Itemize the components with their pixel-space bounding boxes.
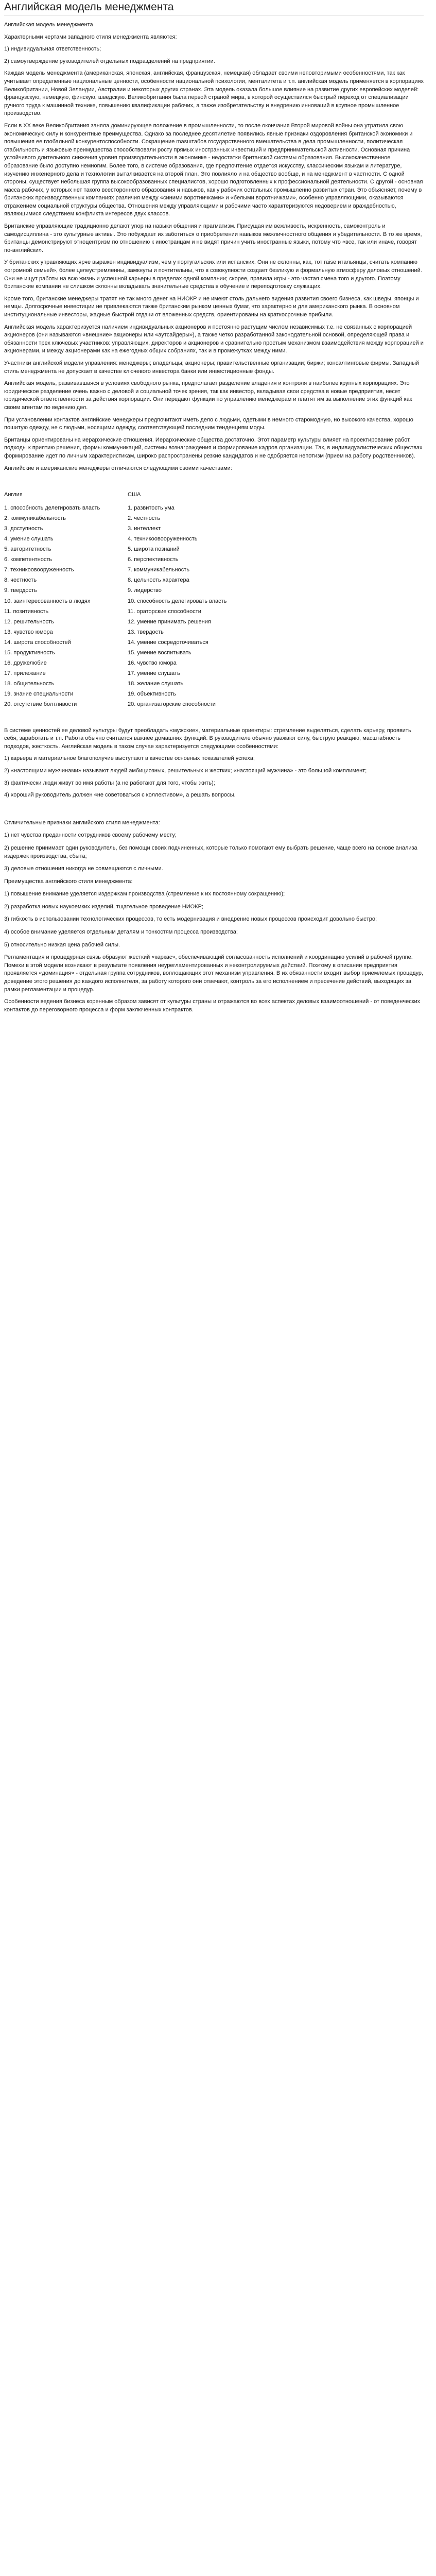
closing-section [4, 954, 424, 1014]
trait-item: 2) самоутверждение руководителей отдельных подразделений на предприятии. [4, 58, 215, 64]
list-item: 5) относительно низкая цена рабочей силы. [4, 941, 120, 948]
usa-quality: 9. лидерство [128, 587, 162, 594]
spacer [4, 477, 424, 488]
body-paragraph: Английская модель характеризуется наличием индивидуальных акционеров и постоянно растущим числом независимых т.е. не связанных с корпорацией акционеров (они называются «внешние» акционеры или «аутсайдеры»), а также четко разработанной законодательной основой, определяющей права и обязанности трех ключевых участников: управляющих, директоров и акционеров и сравнительно простым механизмом взаимодействия между корпорацией и акционерами, и между акционерами как на ежегодных общих собраниях, так и в промежутках между ними. [4, 324, 424, 354]
comparison-row [4, 598, 424, 608]
comparison-row [4, 515, 424, 525]
england-quality: 8. честность [4, 577, 37, 584]
comparison-rows [4, 504, 424, 711]
usa-quality: 8. цельность характера [128, 577, 189, 584]
body-paragraph: Каждая модель менеджмента (американская, японская, английская, французская, немецкая) обладает своими неповторимыми особенностями, так как учитывает определенные национальные ценности, особенности национальной психологии, менталитета и т.п. английская модель применяется в корпорациях Великобритании, Новой Зеландии, Австралии и некоторых других странах. Эта модель оказала большое влияние на развитие других европейских моделей: французскую, немецкую, финскую, шведскую. Великобритания была первой страной мира, в которой осуществился быстрый переход от специализации ручного труда к машинной технике, повышению квалификации рабочих, а также изобретательству и внедрению инноваций в крупное промышленное производство. [4, 70, 424, 117]
body-paragraph: Регламентация и процедурная связь образуют жесткий «каркас», обеспечивающий согласованность исполнений и координацию усилий в рабочей группе. Помехи в этой модели возникают в результате появления неурегламентированных и неконтролируемых действий. Поэтому в описании предприятия проявляется «доминация» - отдельная группа сотрудников, воплощающих этот механизм управления. В их обязанности входит выбор приемлемых процедур, доведение этого решения до каждого исполнителя, за работу которого они отвечают, контроль за его исполнением и пресечение действий, выходящих за рамки регламентации и процедур. [4, 954, 424, 993]
list-item: 1) повышение внимание уделяется издержкам производства (стремление к их постоянному сокращению); [4, 891, 285, 897]
body-section-1 [4, 70, 424, 472]
comparison-row [4, 639, 424, 649]
comparison-row [4, 535, 424, 546]
england-quality: 19. знание специальности [4, 691, 74, 698]
comparison-row [4, 690, 424, 701]
usa-quality: 11. ораторские способности [128, 608, 201, 615]
intro-label: Характерными чертами западного стиля менеджмента являются: [4, 33, 177, 40]
list-item: 1) карьера и материальное благополучие выступают в качестве основных показателей успеха; [4, 755, 255, 762]
england-quality: 5. авторитетность [4, 546, 51, 553]
england-quality: 15. продуктивность [4, 650, 55, 656]
england-quality: 10. заинтересованность в людях [4, 598, 91, 604]
document-page [0, 0, 428, 1028]
england-quality: 12. решительность [4, 618, 54, 625]
england-quality: 6. компетентность [4, 556, 53, 563]
list-item: 3) фактически люди живут во имя работы (а не работают для того, чтобы жить); [4, 779, 215, 786]
spacer [4, 804, 424, 819]
comparison-header [4, 491, 424, 499]
comparison-row [4, 577, 424, 587]
body-paragraph: У британских управляющих ярче выражен индивидуализм, чем у португальских или испанских. Они не склонны, как, тот raise итальянцы, считать компанию «огромной семьей», более целеустремленны, замкнуты и почтительны, что в совокупности создает безликую и формальную атмосферу деловых отношений. Они не ищут работы на всю жизнь и успешной карьеры в пределах одной компании; скорее, правила игры - это частая смена того и другого. Поэтому британские компании не слишком склонны вкладывать значительные средства в обучение и переподготовку служащих. [4, 259, 422, 290]
usa-quality: 3. интеллект [128, 525, 161, 532]
list-item: 1) нет чувства преданности сотрудников своему рабочему месту; [4, 832, 177, 839]
comparison-row [4, 649, 424, 659]
comparison-row [4, 566, 424, 577]
england-quality: 11. позитивность [4, 608, 49, 615]
section-label: Отличительные признаки английского стиля менеджмента: [4, 819, 160, 826]
usa-quality: 15. умение воспитывать [128, 650, 191, 656]
body-paragraph: Английские и американские менеджеры отличаются следующими своими качествами: [4, 465, 232, 471]
body-paragraph: Кроме того, британские менеджеры тратят не так много денег на НИОКР и не имеют столь дальнего видения развития своего бизнеса, как шведы, японцы и немцы. Долгосрочные инвестиции не привлекаются также британским рынком ценных бумаг, что характерно и для американского рынка. В основном институциональные инвесторы, жадные быстрой отдачи от вложенных средств, ориентированы на краткосрочные прибыли. [4, 295, 419, 318]
usa-quality: 20. организаторские способности [128, 701, 216, 708]
list-item: 2) решение принимает один руководитель, без помощи своих подчиненных, которые только помогают ему выбрать решение, чаще всего на основе анализа издержек производства, сбыта; [4, 844, 417, 859]
body-section-2 [4, 727, 424, 800]
body-paragraph: Британские управляющие традиционно делают упор на навыки общения и прагматизм. Присущая им вежливость, искренность, самоконтроль и самодисциплина - это культурные активы. Это побуждает их заботиться о приобретении навыков межличностного общения и убедительности. В то же время, британцы демонстрируют этноцентризм по отношению к иностранцам и не видят причин учить иностранные языки, потому что «все, так или иначе, говорят по-английски». [4, 223, 422, 253]
page-title: Английская модель менеджмента [4, 1, 174, 13]
document-subtitle: Английская модель менеджмента [4, 22, 93, 28]
england-quality: 7. техникоовооруженность [4, 567, 74, 573]
usa-quality: 2. честность [128, 515, 161, 521]
usa-quality: 14. умение сосредоточиваться [128, 639, 208, 646]
trait-item: 1) индивидуальная ответственность; [4, 46, 101, 53]
england-quality: 13. чувство юмора [4, 629, 53, 635]
usa-quality: 5. широта познаний [128, 546, 180, 553]
advantages-section [4, 878, 424, 950]
body-paragraph: Британцы ориентированы на иерархические отношения. Иерархические общества достаточно. Этот параметр культуры влияет на проектирование работ, подходы к приятию решения, формы коммуникаций, системы вознаграждения и формирование кадров организации. Так, в индивидуалистических обществах формирование идет по личным характеристикам, широко распространены резкие кандидатов и не одобряется непотизм (прием на работу родственников). [4, 436, 423, 459]
comparison-header-england: Англия [4, 492, 23, 498]
comparison-row [4, 525, 424, 535]
list-item: 4) особое внимание уделяется отдельным деталям и тонкостям процесса производства; [4, 929, 238, 936]
section-label: Преимущества английского стиля менеджмента: [4, 878, 133, 885]
list-item: 3) гибкость в использовании технологических процессов, то есть модернизация и внедрение новых процессов происходит довольно быстро; [4, 916, 377, 923]
comparison-row [4, 504, 424, 515]
england-quality: 18. общительность [4, 681, 55, 687]
usa-quality: 6. перспективность [128, 556, 179, 563]
comparison-row [4, 608, 424, 618]
list-item: 3) деловые отношения никогда не совмещаются с личными. [4, 866, 163, 872]
england-quality: 9. твердость [4, 587, 37, 594]
comparison-row [4, 629, 424, 639]
comparison-row [4, 680, 424, 690]
england-quality: 14. широта способностей [4, 639, 71, 646]
england-quality: 16. дружелюбие [4, 660, 47, 667]
body-paragraph: Английская модель, развивавшаяся в условиях свободного рынка, предполагает разделение владения и контроля в наиболее крупных корпорациях. Это юридическое разделение очень важно с деловой и социальной точек зрения, так как инвестор, вкладывая свои средства в новые предприятия, несет юридической ответственности за действия корпорации. Они передают функции по управлению менеджерам и платят им за выполнение этих функций как своим агентам по ведению дел. [4, 380, 412, 411]
usa-quality: 1. развитость ума [128, 504, 175, 511]
usa-quality: 13. твердость [128, 629, 164, 635]
comparison-header-usa: США [128, 492, 141, 498]
body-paragraph: Если в XX веке Великобритания заняла доминирующее положение в промышленности, то после окончания Второй мировой войны она утратила свою экономическую силу и конкурентные преимущества. Однако за последнее десятилетие появились явные признаки оздоровления британской экономики и повышения ее глобальной конкурентоспособности. Сокращение masштабов государственного вмешательства в дела промышленности, политическая стабильность и языковые преимущества способствовали росту прямых иностранных инвестиций и предпринимательской активности. Основная причина устойчивого длительного снижения уровня производительности в экономике - недостатки британской системы образования. Высококачественное образование было доступно немногим. Более того, в системе образования, где предпочтение отдается искусству, классическим языкам и литературе, изучению инженерного дела и технологии выталкивается на второй план. Это повлияло и на общество вообще, и на менеджмент в частности. С одной стороны, существует небольшая группа высокообразованных специалистов, хорошо подготовленных к профессиональной деятельности. С другой - основная масса рабочих, у которых нет такого всестороннего образования и навыков, как у рабочих остальных промышленно развитых стран. Это объясняет, почему в британских производственных компаниях различия между «синими воротничками» и «белыми воротничками», особенно управляющими, оказываются отражением социальной структуры общества. Отношения между управляющими и рабочими часто характеризуются недоверием и враждебностью, являющимися следствием конфликта интересов двух классов. [4, 122, 423, 217]
usa-quality: 17. умение слушать [128, 670, 180, 677]
england-quality: 4. умение слушать [4, 535, 54, 542]
england-quality: 3. доступность [4, 525, 43, 532]
usa-quality: 18. желание слушать [128, 681, 184, 687]
comparison-row [4, 670, 424, 680]
usa-quality: 10. способность делегировать власть [128, 598, 227, 604]
usa-quality: 4. техникоовооруженность [128, 535, 198, 542]
comparison-row [4, 546, 424, 556]
england-quality: 1. способность делегировать власть [4, 504, 100, 511]
comparison-row [4, 556, 424, 566]
negatives-section [4, 819, 424, 873]
england-quality: 17. прилежание [4, 670, 46, 677]
body-paragraph: При установлении контактов английские менеджеры предпочитают иметь дело с людьми, одетыми в немного старомодную, но высокого качества, хорошо пошитую одежду, не с людьми, носящими одежду, соответствующей последним тенденциям моды. [4, 416, 413, 431]
list-item: 4) хороший руководитель должен «не советоваться с коллективом», а решать вопросы. [4, 792, 236, 799]
spacer [4, 711, 424, 727]
list-item: 2) «настоящими мужчинами» называют людей амбициозных, решительных и жестких; «настоящий мужчина» - это большой комплимент; [4, 767, 367, 774]
usa-quality: 19. объективность [128, 691, 176, 698]
list-item: 2) разработка новых наукоемких изделий, тщательное проведение НИОКР; [4, 903, 203, 910]
usa-quality: 7. коммуникабельность [128, 567, 189, 573]
body-paragraph: Особенности ведения бизнеса коренным образом зависят от культуры страны и отражаются во всех аспектах деловых взаимоотношений - от поведенческих контактов до переговорного процесса и форм заключенных контрактов. [4, 998, 421, 1013]
body-paragraph: Участники английской модели управления: менеджеры; владельцы; акционеры; правительственные организации; биржи; консалтинговые фирмы. Западный стиль менеджмента не допускает в качестве ключевого инвестора банки или инвестиционные фонды. [4, 360, 420, 375]
comparison-row [4, 659, 424, 670]
usa-quality: 12. умение принимать решения [128, 618, 211, 625]
body-paragraph: В системе ценностей ее деловой культуры будут преобладать «мужские», материальные ориентиры: стремление выделяться, сделать карьеру, проявить себя, заработать и т.п. Работа обычно считается важнее домашних функций. В руководителе обычно уважают силу, быструю реакцию, масштабность подходов, жесткость. Английская модель в таком случае характеризуется следующими особенностями: [4, 727, 411, 750]
usa-quality: 16. чувство юмора [128, 660, 177, 667]
england-quality: 20. отсутствие болтливости [4, 701, 77, 708]
comparison-row [4, 587, 424, 597]
comparison-row [4, 618, 424, 629]
comparison-table [4, 491, 424, 711]
western-traits-list [4, 45, 424, 65]
england-quality: 2. коммуникабельность [4, 515, 66, 521]
comparison-row [4, 701, 424, 711]
